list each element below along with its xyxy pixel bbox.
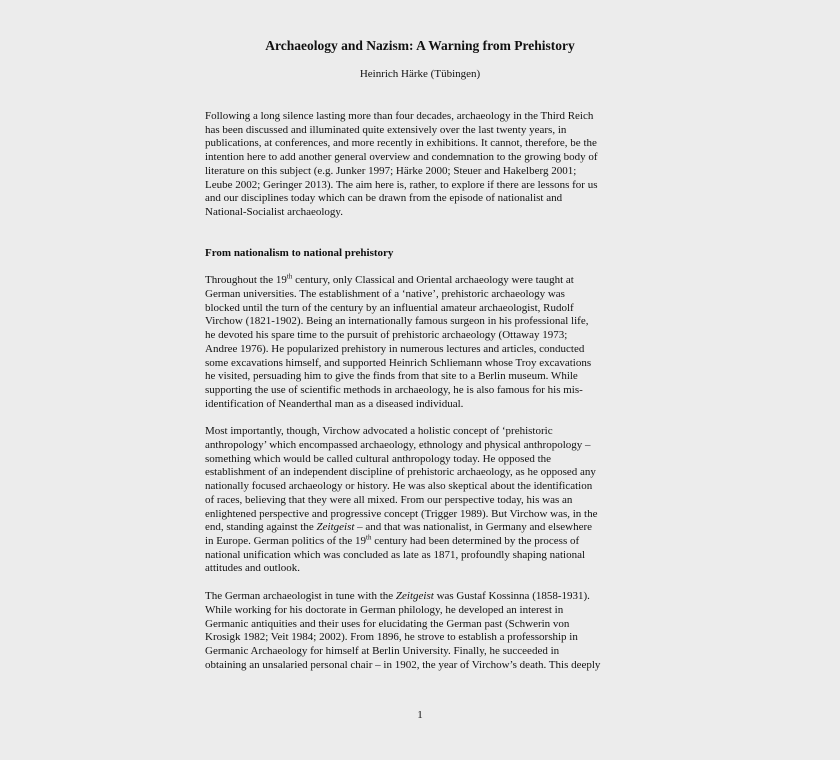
paragraph-line: supporting the use of scientific methods in archaeology, he is also famous for his mis-: [205, 383, 583, 396]
paragraph-line: of races, believing that they were all mixed. From our perspective today, his was an: [205, 493, 573, 506]
paragraph-line: enlightened perspective and progressive concept (Trigger 1989). But Virchow was, in the: [205, 507, 598, 520]
document-title: Archaeology and Nazism: A Warning from Prehistory: [265, 38, 575, 53]
paragraph-line: Andree 1976). He popularized prehistory in numerous lectures and articles, conducted: [205, 342, 585, 355]
page-number: 1: [417, 709, 423, 721]
paragraph-line: National-Socialist archaeology.: [205, 205, 343, 218]
paragraph-line: Germanic antiquities and their uses for elucidating the German past (Schwerin von: [205, 617, 570, 630]
paragraph-line: something which would be called cultural anthropology today. He opposed the: [205, 452, 552, 465]
paragraph-line: Following a long silence lasting more than four decades, archaeology in the Third Reich: [205, 110, 594, 122]
paragraph-line: he visited, persuading him to give the finds from that site to a Berlin museum. While: [205, 370, 578, 383]
paragraph-line: Throughout the 19th century, only Classical and Oriental archaeology were taught at: [205, 272, 574, 287]
paragraph-line: identification of Neanderthal man as a diseased individual.: [205, 397, 464, 410]
paragraph-line: German universities. The establishment of a ‘native’, prehistoric archaeology was: [205, 288, 565, 301]
paragraph-virchow-intro: [205, 274, 637, 411]
document-body: [205, 110, 637, 672]
paragraph-line: end, standing against the Zeitgeist – and that was nationalist, in Germany and elsewhere: [205, 521, 593, 534]
paragraph-line: The German archaeologist in tune with the Zeitgeist was Gustaf Kossinna (1858-1931).: [205, 590, 590, 603]
paragraph-line: While working for his doctorate in German philology, he developed an interest in: [205, 603, 564, 616]
intro-paragraph: [205, 110, 637, 220]
paragraph-line: nationally focused archaeology or history. He was also skeptical about the identification: [205, 480, 593, 493]
paragraph-line: anthropology’ which encompassed archaeology, ethnology and physical anthropology –: [205, 439, 591, 452]
paragraph-line: and our disciplines today which can be drawn from the episode of nationalist and: [205, 192, 563, 205]
paragraph-line: Virchow (1821-1902). Being an internationally famous surgeon in his professional life,: [205, 315, 589, 328]
paragraph-line: Krosigk 1982; Veit 1984; 2002). From 1896, he strove to establish a professorship in: [205, 631, 578, 644]
paragraph-line: blocked until the turn of the century by an influential amateur archaeologist, Rudolf: [205, 301, 574, 314]
paragraph-line: publications, at conferences, and more recently in exhibitions. It cannot, therefore, be the: [205, 137, 597, 150]
paragraph-line: attitudes and outlook.: [205, 562, 301, 575]
paragraph-line: intention here to add another general overview and condemnation to the growing body of: [205, 151, 598, 164]
paragraph-virchow-concept: [205, 425, 637, 576]
paragraph-line: national unification which was concluded as late as 1871, profoundly shaping national: [205, 548, 586, 561]
paragraph-line: in Europe. German politics of the 19th century had been determined by the process of: [205, 533, 580, 547]
paragraph-line: Germanic Archaeology for himself at Berlin University. Finally, he succeeded in: [205, 644, 560, 657]
paragraph-line: he devoted his spare time to the pursuit of prehistoric archaeology (Ottaway 1973;: [205, 329, 568, 342]
paragraph-kossinna: [205, 590, 637, 672]
paragraph-line: Most importantly, though, Virchow advocated a holistic concept of ‘prehistoric: [205, 425, 553, 438]
paragraph-line: obtaining an unsalaried personal chair – in 1902, the year of Virchow’s death. This deeply: [205, 658, 601, 671]
paragraph-line: has been discussed and illuminated quite extensively over the last twenty years, in: [205, 123, 567, 136]
paragraph-line: establishment of an independent discipline of prehistoric archaeology, as he opposed any: [205, 466, 596, 479]
paragraph-line: Leube 2002; Geringer 2013). The aim here is, rather, to explore if there are lessons for us: [205, 178, 598, 191]
paragraph-line: some excavations himself, and supported Heinrich Schliemann whose Troy excavations: [205, 356, 592, 369]
section-heading: From nationalism to national prehistory: [205, 246, 394, 259]
document-author: Heinrich Härke (Tübingen): [359, 68, 481, 80]
paragraph-line: literature on this subject (e.g. Junker 1997; Härke 2000; Steuer and Hakelberg 2001;: [205, 164, 577, 177]
